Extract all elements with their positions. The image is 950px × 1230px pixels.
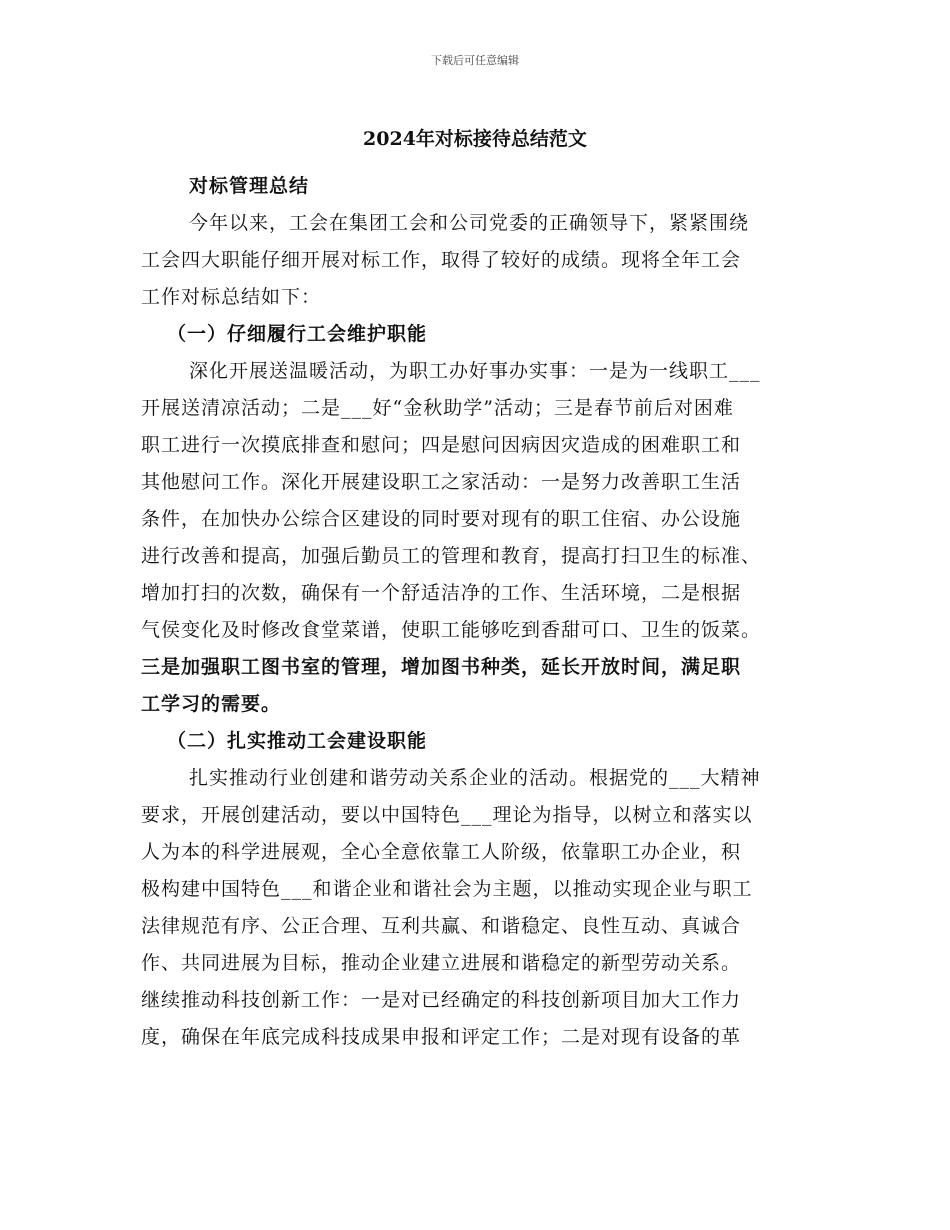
paragraph-line: 职工进行一次摸底排查和慰问；四是慰问因病因灾造成的困难职工和	[141, 434, 742, 456]
paragraph-line: 增加打扫的次数，确保有一个舒适洁净的工作、生活环境，二是根据	[141, 582, 742, 604]
document-body	[141, 168, 813, 1056]
paragraph-line: 进行改善和提高，加强后勤员工的管理和教育，提高打扫卫生的标准、	[141, 545, 762, 567]
section-heading: （一）仔细履行工会维护职能	[167, 323, 428, 345]
paragraph-line: 其他慰问工作。深化开展建设职工之家活动：一是努力改善职工生活	[141, 471, 742, 493]
paragraph-line: 三是加强职工图书室的管理，增加图书种类，延长开放时间，满足职	[141, 656, 742, 678]
paragraph-line: 工会四大职能仔细开展对标工作，取得了较好的成绩。现将全年工会	[141, 249, 742, 271]
paragraph-line: 开展送清凉活动；二是___好“金秋助学”活动；三是春节前后对困难	[141, 397, 734, 419]
paragraph-line: 作、共同进展为目标，推动企业建立进展和谐稳定的新型劳动关系。	[141, 952, 742, 974]
paragraph-line: 工学习的需要。	[141, 693, 282, 715]
paragraph-line: 极构建中国特色___和谐企业和谐社会为主题，以推动实现企业与职工	[141, 878, 753, 900]
paragraph-line: 扎实推动行业创建和谐劳动关系企业的活动。根据党的___大精神	[189, 767, 761, 789]
paragraph-line: 条件，在加快办公综合区建设的同时要对现有的职工住宿、办公设施	[141, 508, 742, 530]
paragraph-line: 人为本的科学进展观，全心全意依靠工人阶级，依靠职工办企业，积	[141, 841, 742, 863]
page-header-note: 下载后可任意编辑	[431, 54, 519, 67]
document-title: 2024年对标接待总结范文	[363, 128, 587, 150]
paragraph-line: 度，确保在年底完成科技成果申报和评定工作；二是对现有设备的革	[141, 1026, 742, 1048]
paragraph-line: 继续推动科技创新工作：一是对已经确定的科技创新项目加大工作力	[141, 989, 742, 1011]
paragraph-line: 今年以来，工会在集团工会和公司党委的正确领导下，紧紧围绕	[189, 212, 750, 234]
paragraph-line: 深化开展送温暖活动，为职工办好事办实事：一是为一线职工___	[189, 360, 761, 382]
paragraph-line: 工作对标总结如下：	[141, 286, 322, 308]
section-heading: （二）扎实推动工会建设职能	[167, 730, 428, 752]
paragraph-line: 气侯变化及时修改食堂菜谱，使职工能够吃到香甜可口、卫生的饭菜。	[141, 619, 762, 641]
section-heading: 对标管理总结	[189, 175, 310, 197]
paragraph-line: 要求，开展创建活动，要以中国特色___理论为指导，以树立和落实以	[141, 804, 753, 826]
paragraph-line: 法律规范有序、公正合理、互利共赢、和谐稳定、良性互动、真诚合	[141, 915, 742, 937]
